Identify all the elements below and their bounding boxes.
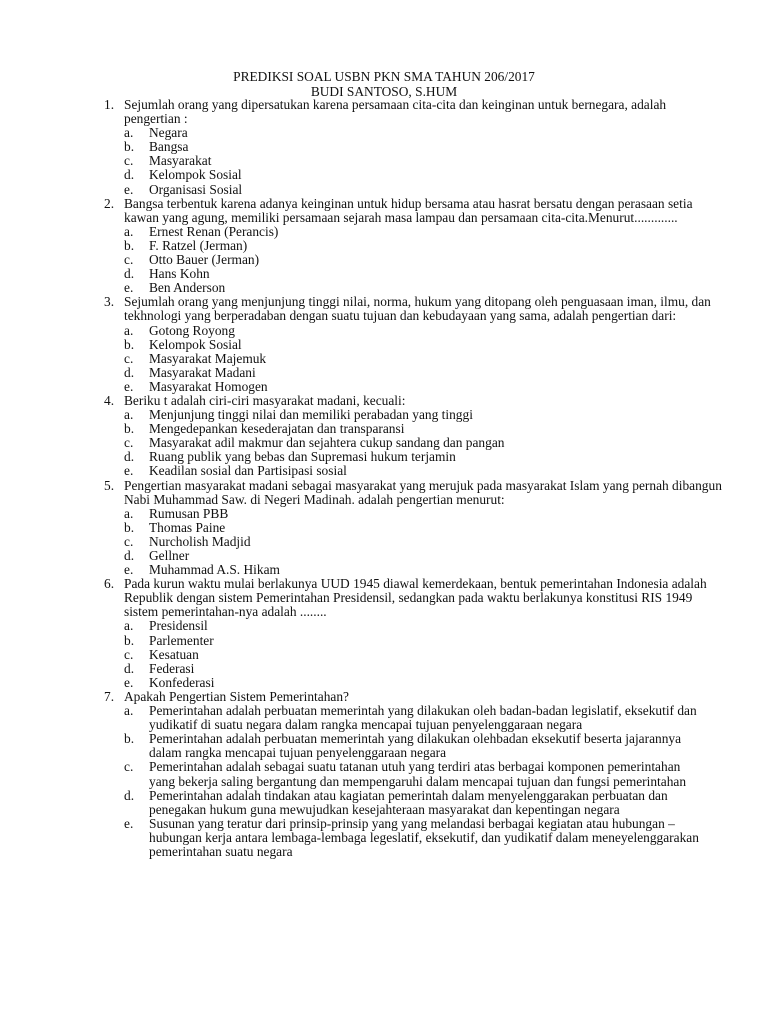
- option-text: Federasi: [149, 660, 195, 676]
- option-text: Ruang publik yang bebas dan Supremasi hukum terjamin: [149, 449, 456, 465]
- option-text: Pemerintahan adalah perbuatan memerintah yang dilakukan oleh badan-badan legislatif, eksekutif dan yudikatif di suatu negara dalam rangka mencapai tujuan penyelenggaraan negara: [149, 703, 697, 733]
- option-label: a.: [124, 618, 134, 634]
- option-text: Kelompok Sosial: [149, 336, 242, 352]
- option-label: c.: [124, 153, 134, 169]
- answer-option: [124, 239, 724, 253]
- answer-option: [124, 676, 724, 690]
- option-label: e.: [124, 674, 134, 690]
- option-text: F. Ratzel (Jerman): [149, 237, 248, 253]
- question-text: Pengertian masyarakat madani sebagai masyarakat yang merujuk pada masyarakat Islam yang pernah dibangun Nabi Muhammad Saw. di Negeri Madinah. adalah pengertian menurut:: [124, 477, 722, 507]
- answer-option: [124, 366, 724, 380]
- option-text: Otto Bauer (Jerman): [149, 252, 260, 268]
- option-text: Rumusan PBB: [149, 505, 229, 521]
- question-body: [124, 690, 724, 859]
- question-list: [104, 98, 724, 859]
- question-text: Sejumlah orang yang menjunjung tinggi nilai, norma, hukum yang ditopang oleh penguasaan iman, ilmu, dan tekhnologi yang berperadaban dengan suatu tujuan dan kebudayaan yang sama, adalah pengertian dari:: [124, 294, 711, 324]
- option-label: c.: [124, 435, 134, 451]
- answer-option: [124, 619, 724, 633]
- option-label: b.: [124, 632, 135, 648]
- answer-option: [124, 634, 724, 648]
- question-text: Sejumlah orang yang dipersatukan karena persamaan cita-cita dan keinginan untuk bernegara, adalah pengertian :: [124, 97, 667, 127]
- question-item: [104, 197, 724, 296]
- option-text: Negara: [149, 125, 188, 141]
- option-label: a.: [124, 125, 134, 141]
- question-item: [104, 98, 724, 197]
- option-text: Muhammad A.S. Hikam: [149, 562, 280, 578]
- question-item: [104, 394, 724, 479]
- option-label: e.: [124, 181, 134, 197]
- answer-option: [124, 535, 724, 549]
- answer-option: [124, 183, 724, 197]
- answer-option: [124, 464, 724, 478]
- option-text: Mengedepankan kesederajatan dan transparansi: [149, 421, 405, 437]
- answer-option: [124, 324, 724, 338]
- option-text: Masyarakat: [149, 153, 212, 169]
- answer-option: [124, 732, 724, 760]
- option-text: Gotong Royong: [149, 322, 235, 338]
- answer-option: [124, 154, 724, 168]
- option-text: Masyarakat adil makmur dan sejahtera cukup sandang dan pangan: [149, 435, 505, 451]
- option-text: Ernest Renan (Perancis): [149, 223, 279, 239]
- answer-option: [124, 521, 724, 535]
- answer-option: [124, 648, 724, 662]
- option-label: b.: [124, 519, 135, 535]
- question-text: Pada kurun waktu mulai berlakunya UUD 1945 diawal kemerdekaan, bentuk pemerintahan Indonesia adalah Republik dengan sistem Pemerintahan Presidensil, sedangkan pada waktu berlakunya konstitusi RIS 1949 sistem pemerintahan-nya adalah ........: [124, 576, 707, 620]
- option-label: e.: [124, 463, 134, 479]
- option-label: a.: [124, 223, 134, 239]
- document-header: [0, 69, 768, 99]
- answer-option: [124, 817, 724, 859]
- answer-option: [124, 253, 724, 267]
- question-body: [124, 394, 724, 479]
- answer-option: [124, 760, 724, 788]
- document-author: BUDI SANTOSO, S.HUM: [310, 84, 458, 99]
- question-body: [124, 197, 724, 296]
- option-text: Parlementer: [149, 632, 214, 648]
- option-label: b.: [124, 237, 135, 253]
- answer-option: [124, 507, 724, 521]
- option-text: Organisasi Sosial: [149, 181, 243, 197]
- answer-option: [124, 380, 724, 394]
- option-text: Ben Anderson: [149, 280, 226, 296]
- question-body: [124, 577, 724, 690]
- option-label: a.: [124, 703, 134, 719]
- document-title: PREDIKSI SOAL USBN PKN SMA TAHUN 206/2017: [233, 69, 535, 84]
- answer-option: [124, 408, 724, 422]
- answer-option: [124, 267, 724, 281]
- option-text: Menjunjung tinggi nilai dan memiliki perabadan yang tinggi: [149, 407, 473, 423]
- option-text: Pemerintahan adalah sebagai suatu tatanan utuh yang terdiri atas berbagai komponen pemerintahan yang bekerja saling bergantung dan mempengaruhi dalam mencapai tujuan dan fungsi pemerintahan: [149, 759, 687, 789]
- question-number: 3.: [104, 294, 115, 310]
- option-label: d.: [124, 167, 135, 183]
- question-number: 7.: [104, 688, 115, 704]
- answer-option: [124, 338, 724, 352]
- option-label: c.: [124, 350, 134, 366]
- option-text: Gellner: [149, 548, 190, 563]
- answer-option: [124, 549, 724, 563]
- question-item: [104, 479, 724, 578]
- answer-option: [124, 422, 724, 436]
- option-text: Susunan yang teratur dari prinsip-prinsip yang yang melandasi berbagai kegiatan atau hubungan – hubungan kerja antara lembaga-lembaga legeslatif, eksekutif, dan yudikatif dalam meneyelenggarakan pemerintahan suatu negara: [149, 815, 699, 859]
- answer-option: [124, 563, 724, 577]
- option-text: Kelompok Sosial: [149, 167, 242, 183]
- option-label: c.: [124, 533, 134, 549]
- option-text: Keadilan sosial dan Partisipasi sosial: [149, 463, 347, 479]
- option-text: Kesatuan: [149, 646, 199, 662]
- answer-option: [124, 281, 724, 295]
- option-text: Masyarakat Majemuk: [149, 350, 267, 366]
- question-text: Apakah Pengertian Sistem Pemerintahan?: [124, 688, 349, 704]
- question-body: [124, 295, 724, 394]
- answer-option: [124, 789, 724, 817]
- option-label: b.: [124, 139, 135, 155]
- question-number: 6.: [104, 576, 115, 592]
- option-label: b.: [124, 336, 135, 352]
- question-number: 2.: [104, 195, 115, 211]
- answer-option: [124, 168, 724, 182]
- answer-option: [124, 225, 724, 239]
- option-label: d.: [124, 660, 135, 676]
- question-body: [124, 479, 724, 578]
- option-text: Pemerintahan adalah tindakan atau kagiatan pemerintah dalam menyelenggarakan perbuatan dan penegakan hukum guna mewujudkan kesejahteraan masyarakat dan kepentingan negara: [149, 787, 668, 817]
- answer-option: [124, 704, 724, 732]
- option-label: c.: [124, 252, 134, 268]
- option-label: a.: [124, 505, 134, 521]
- option-text: Masyarakat Homogen: [149, 378, 268, 394]
- question-body: [124, 98, 724, 197]
- option-label: d.: [124, 787, 135, 803]
- option-text: Konfederasi: [149, 674, 215, 690]
- option-label: e.: [124, 562, 134, 578]
- option-text: Bangsa: [149, 139, 189, 155]
- option-text: Thomas Paine: [149, 519, 226, 535]
- answer-option: [124, 352, 724, 366]
- option-label: e.: [124, 280, 134, 296]
- option-label: e.: [124, 815, 134, 831]
- option-label: b.: [124, 421, 135, 437]
- question-number: 5.: [104, 477, 115, 493]
- question-number: 4.: [104, 392, 115, 408]
- option-text: Pemerintahan adalah perbuatan memerintah yang dilakukan olehbadan eksekutif beserta jajarannya dalam rangka mencapai tujuan penyelenggaraan negara: [149, 731, 682, 761]
- question-text: Beriku t adalah ciri-ciri masyarakat madani, kecuali:: [124, 392, 406, 408]
- question-item: [104, 577, 724, 690]
- answer-option: [124, 662, 724, 676]
- answer-option: [124, 140, 724, 154]
- option-label: c.: [124, 646, 134, 662]
- option-text: Presidensil: [149, 618, 208, 634]
- option-text: Masyarakat Madani: [149, 364, 256, 380]
- question-item: [104, 690, 724, 859]
- option-label: e.: [124, 378, 134, 394]
- option-label: d.: [124, 449, 135, 465]
- option-label: b.: [124, 731, 135, 747]
- option-label: d.: [124, 364, 135, 380]
- answer-option: [124, 436, 724, 450]
- option-label: a.: [124, 407, 134, 423]
- option-label: d.: [124, 548, 135, 563]
- answer-option: [124, 450, 724, 464]
- option-label: a.: [124, 322, 134, 338]
- option-label: c.: [124, 759, 134, 775]
- answer-option: [124, 126, 724, 140]
- option-text: Nurcholish Madjid: [149, 533, 251, 549]
- question-text: Bangsa terbentuk karena adanya keinginan untuk hidup bersama atau hasrat bersatu dengan perasaan setia kawan yang agung, memiliki persamaan sejarah masa lampau dan persamaan cita-cita.Menurut.............: [124, 195, 693, 225]
- question-item: [104, 295, 724, 394]
- option-text: Hans Kohn: [149, 266, 210, 282]
- option-label: d.: [124, 266, 135, 282]
- question-number: 1.: [104, 97, 115, 112]
